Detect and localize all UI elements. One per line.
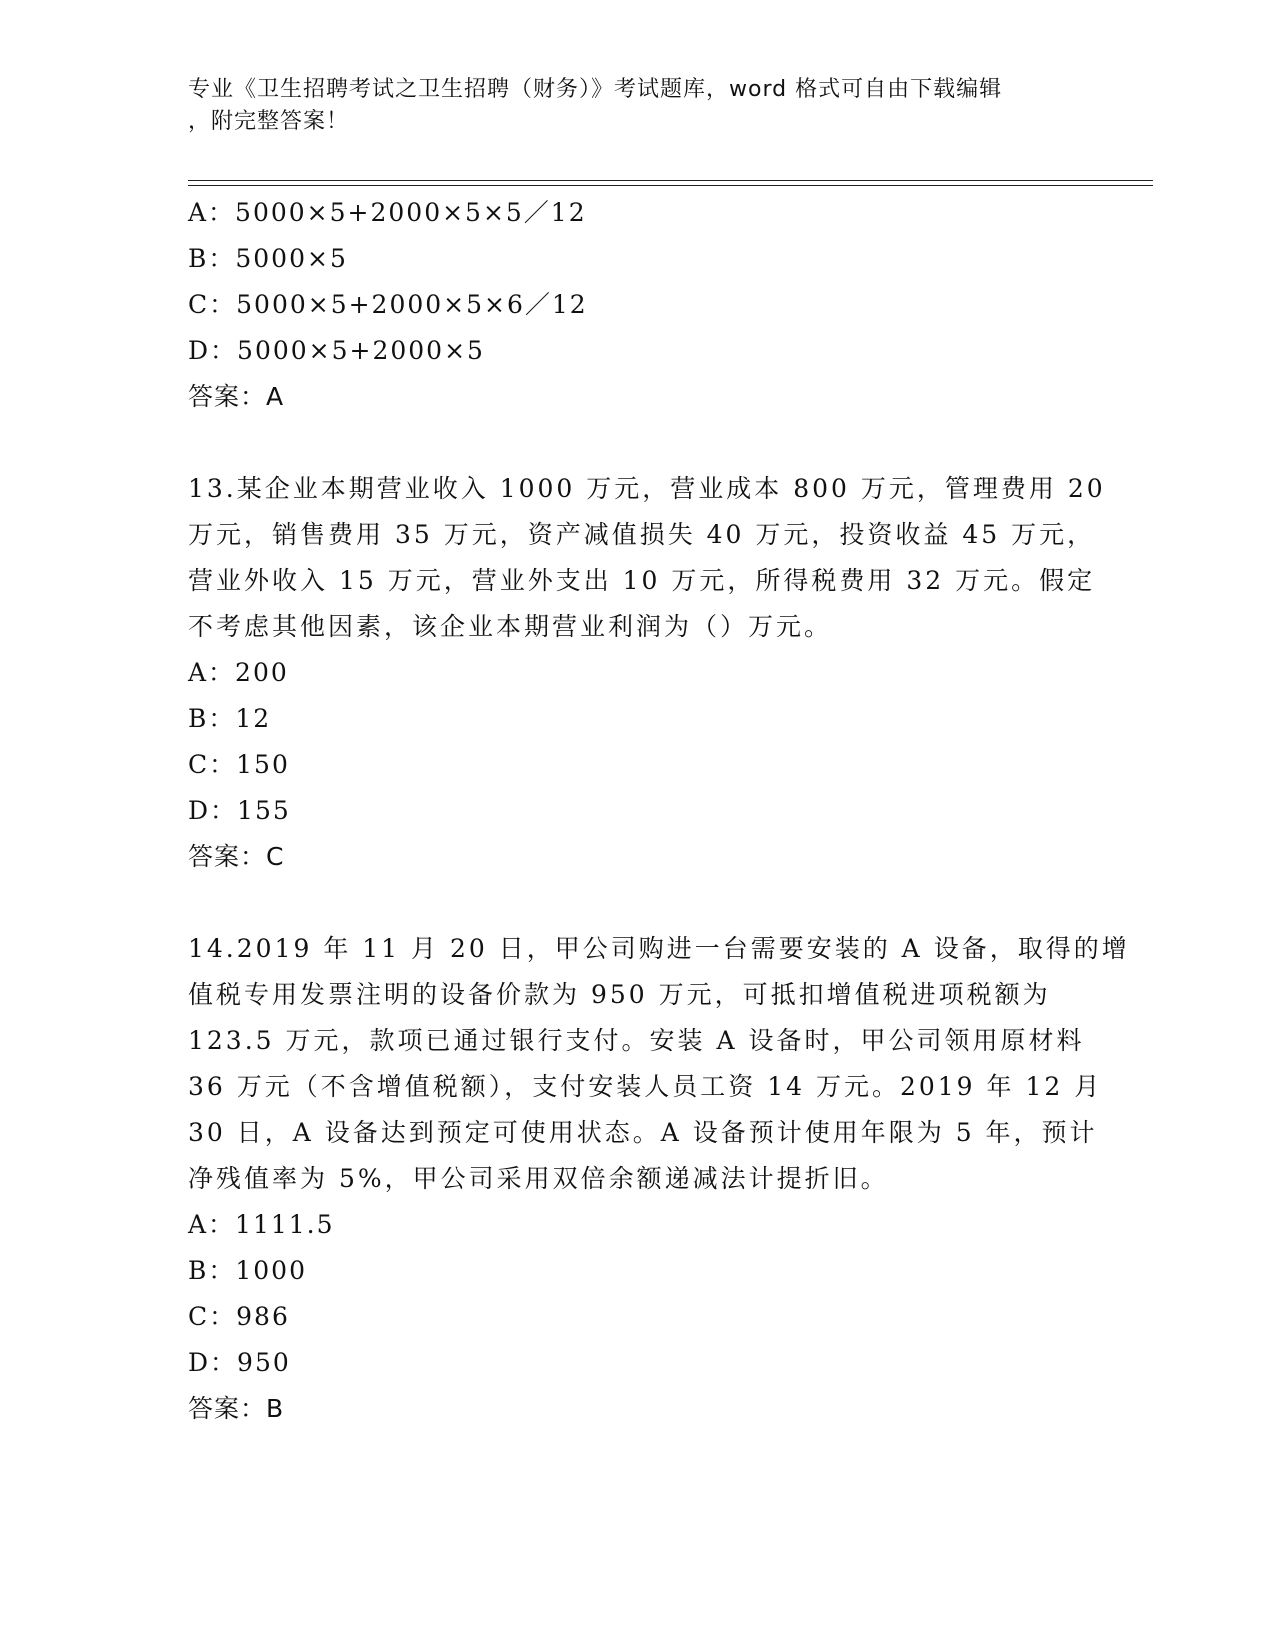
option-d: D：950 <box>188 1348 291 1377</box>
header-divider-bottom <box>188 185 1153 186</box>
option-b: B：5000×5 <box>188 244 348 273</box>
option-a: A：200 <box>188 658 289 687</box>
question-line: 不考虑其他因素，该企业本期营业利润为（）万元。 <box>188 612 833 641</box>
option-a: A：1111.5 <box>188 1210 335 1239</box>
document-body <box>188 190 1130 1432</box>
header-line-1: 专业《卫生招聘考试之卫生招聘（财务）》考试题库，word 格式可自由下载编辑 <box>188 77 1003 102</box>
question-line: 值税专用发票注明的设备价款为 950 万元，可抵扣增值税进项税额为 <box>188 980 1051 1009</box>
question-text <box>188 466 1106 650</box>
option-c: C：150 <box>188 750 290 779</box>
option-c: C：986 <box>188 1302 290 1331</box>
question-13 <box>188 466 1106 880</box>
question-line: 万元，销售费用 35 万元，资产减值损失 40 万元，投资收益 45 万元， <box>188 520 1096 549</box>
option-c: C：5000×5+2000×5×6／12 <box>188 290 588 319</box>
question-line: 14.2019 年 11 月 20 日，甲公司购进一台需要安装的 A 设备，取得的增 <box>188 934 1130 963</box>
option-a: A：5000×5+2000×5×5／12 <box>188 198 587 227</box>
question-14 <box>188 926 1130 1432</box>
question-text <box>188 926 1130 1202</box>
question-line: 30 日，A 设备达到预定可使用状态。A 设备预计使用年限为 5 年，预计 <box>188 1118 1098 1147</box>
answer-line: 答案：C <box>188 842 285 871</box>
question-line: 13.某企业本期营业收入 1000 万元，营业成本 800 万元，管理费用 20 <box>188 474 1106 503</box>
header-divider-top <box>188 180 1153 181</box>
question-12 <box>188 190 1088 420</box>
option-b: B：12 <box>188 704 272 733</box>
option-d: D：155 <box>188 796 291 825</box>
header-line-2: ，附完整答案！ <box>188 109 350 134</box>
spacer <box>188 420 1088 466</box>
option-d: D：5000×5+2000×5 <box>188 336 485 365</box>
document-header <box>188 74 1068 138</box>
question-line: 营业外收入 15 万元，营业外支出 10 万元，所得税费用 32 万元。假定 <box>188 566 1096 595</box>
answer-line: 答案：B <box>188 1394 285 1423</box>
answer-line: 答案：A <box>188 382 285 411</box>
question-line: 净残值率为 5%，甲公司采用双倍余额递减法计提折旧。 <box>188 1164 889 1193</box>
spacer <box>188 880 1088 926</box>
question-line: 123.5 万元，款项已通过银行支付。安装 A 设备时，甲公司领用原材料 <box>188 1026 1085 1055</box>
question-line: 36 万元（不含增值税额），支付安装人员工资 14 万元。2019 年 12 月 <box>188 1072 1103 1101</box>
option-b: B：1000 <box>188 1256 307 1285</box>
